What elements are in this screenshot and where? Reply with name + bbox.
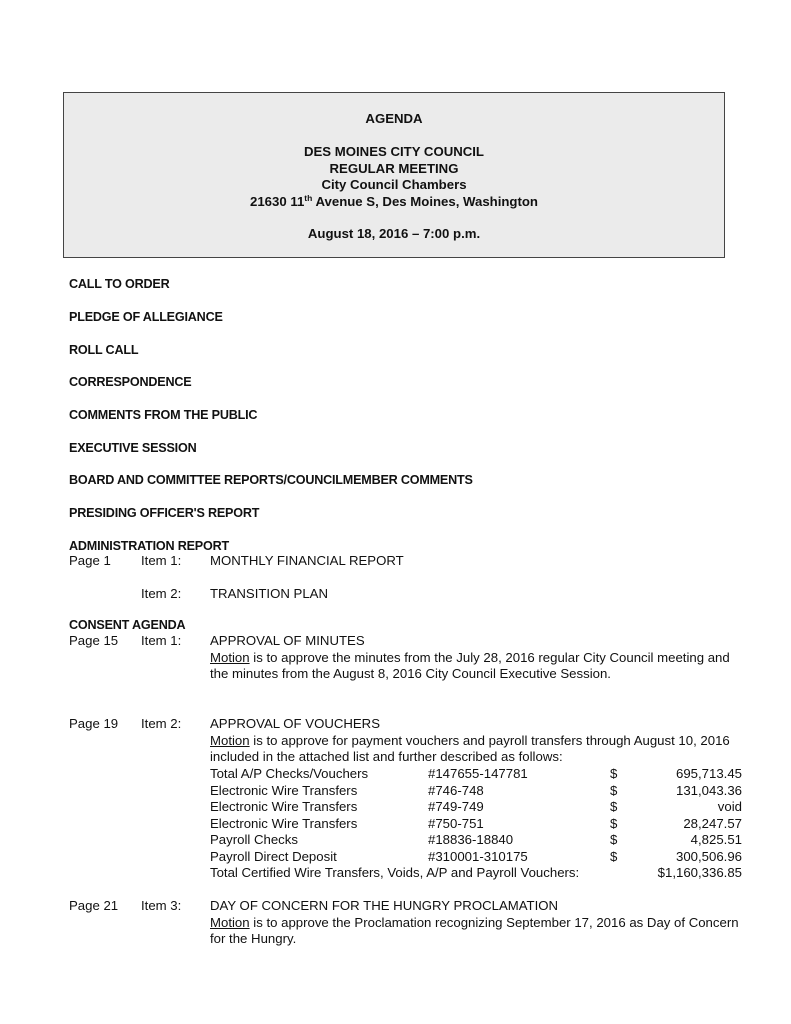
- meeting-datetime: August 18, 2016 – 7:00 p.m.: [307, 226, 481, 241]
- voucher-currency: $: [610, 848, 618, 864]
- address-suffix: th: [304, 192, 313, 203]
- motion-body: is to approve the Proclamation recognizing September 17, 2016 as Day of Concern for the Hungry.: [210, 914, 739, 946]
- motion-text: [210, 915, 750, 948]
- section-board-reports: BOARD AND COMMITTEE REPORTS/COUNCILMEMBER COMMENTS: [69, 473, 473, 487]
- voucher-total-label: Total Certified Wire Transfers, Voids, A/P and Payroll Vouchers:: [210, 865, 580, 880]
- voucher-currency: $: [610, 799, 618, 814]
- voucher-currency: $: [610, 782, 618, 798]
- voucher-row: [210, 783, 742, 800]
- agenda-header-box: [63, 92, 725, 258]
- meeting-type: REGULAR MEETING: [329, 160, 459, 176]
- motion-text: [210, 650, 730, 683]
- voucher-currency: $: [610, 832, 618, 847]
- address-number: 21630 11: [250, 193, 305, 209]
- section-administration-report: ADMINISTRATION REPORT: [69, 539, 229, 553]
- voucher-row: [210, 799, 742, 816]
- voucher-row: [210, 816, 742, 833]
- voucher-row: [210, 832, 742, 849]
- voucher-desc: Electronic Wire Transfers: [210, 799, 358, 814]
- voucher-amount: 4,825.51: [690, 832, 742, 847]
- section-roll-call: ROLL CALL: [69, 343, 139, 357]
- item-title: APPROVAL OF MINUTES: [210, 633, 365, 648]
- section-executive-session: EXECUTIVE SESSION: [69, 441, 197, 455]
- voucher-desc: Total A/P Checks/Vouchers: [210, 766, 369, 781]
- voucher-desc: Electronic Wire Transfers: [210, 782, 358, 798]
- section-presiding-officer: PRESIDING OFFICER'S REPORT: [69, 506, 260, 520]
- voucher-desc: Payroll Direct Deposit: [210, 848, 337, 864]
- meeting-venue: City Council Chambers: [321, 177, 467, 192]
- voucher-desc: Electronic Wire Transfers: [210, 815, 358, 831]
- voucher-number: #749-749: [428, 799, 484, 814]
- item-title: MONTHLY FINANCIAL REPORT: [210, 553, 404, 568]
- voucher-number: #310001-310175: [428, 848, 528, 864]
- section-public-comments: COMMENTS FROM THE PUBLIC: [69, 408, 258, 422]
- voucher-currency: $: [610, 815, 618, 831]
- voucher-number: #750-751: [428, 815, 484, 831]
- voucher-total-row: [210, 865, 742, 882]
- motion-body: is to approve the minutes from the July 28, 2016 regular City Council meeting and the minutes from the August 8, 2016 City Council Executive Session.: [210, 649, 730, 681]
- page-ref: Page 1: [69, 553, 111, 568]
- voucher-row: [210, 849, 742, 866]
- voucher-currency: $: [610, 766, 618, 781]
- page-ref: Page 21: [69, 898, 119, 913]
- voucher-amount: 300,506.96: [675, 848, 742, 864]
- item-content: [210, 716, 750, 766]
- voucher-row: [210, 766, 742, 783]
- meeting-info: [64, 144, 724, 210]
- item-number: Item 2:: [141, 716, 182, 731]
- section-pledge: PLEDGE OF ALLEGIANCE: [69, 310, 223, 324]
- voucher-amount: 28,247.57: [683, 815, 742, 831]
- voucher-number: #147655-147781: [428, 766, 528, 781]
- voucher-desc: Payroll Checks: [210, 832, 298, 847]
- meeting-address: [64, 194, 724, 211]
- voucher-amount: void: [717, 799, 742, 814]
- item-number: Item 1:: [141, 633, 182, 648]
- section-consent-agenda: CONSENT AGENDA: [69, 618, 186, 632]
- page-ref: Page 19: [69, 716, 119, 731]
- item-content: [210, 898, 750, 948]
- page-ref: Page 15: [69, 633, 119, 648]
- item-number: Item 3:: [141, 898, 182, 913]
- council-name: DES MOINES CITY COUNCIL: [303, 144, 484, 159]
- voucher-number: #746-748: [428, 782, 484, 798]
- item-number: Item 2:: [141, 586, 182, 601]
- voucher-amount: 131,043.36: [675, 782, 742, 798]
- item-number: Item 1:: [141, 553, 182, 568]
- item-title: APPROVAL OF VOUCHERS: [210, 716, 381, 731]
- address-street: Avenue S, Des Moines, Washington: [312, 193, 538, 209]
- section-correspondence: CORRESPONDENCE: [69, 375, 192, 389]
- voucher-total-amount: $1,160,336.85: [657, 865, 742, 880]
- item-title: DAY OF CONCERN FOR THE HUNGRY PROCLAMATION: [210, 898, 559, 913]
- section-call-to-order: CALL TO ORDER: [69, 277, 170, 291]
- voucher-table: [210, 766, 742, 881]
- item-content: [210, 633, 730, 683]
- motion-body: is to approve for payment vouchers and payroll transfers through August 10, 2016 included in the attached list and further described as follows:: [210, 732, 730, 764]
- motion-label: Motion: [210, 914, 250, 930]
- voucher-number: #18836-18840: [428, 832, 514, 847]
- item-title: TRANSITION PLAN: [210, 586, 328, 601]
- motion-label: Motion: [210, 649, 250, 665]
- voucher-amount: 695,713.45: [675, 766, 742, 781]
- motion-text: [210, 733, 750, 766]
- agenda-title: AGENDA: [365, 111, 423, 126]
- motion-label: Motion: [210, 732, 250, 748]
